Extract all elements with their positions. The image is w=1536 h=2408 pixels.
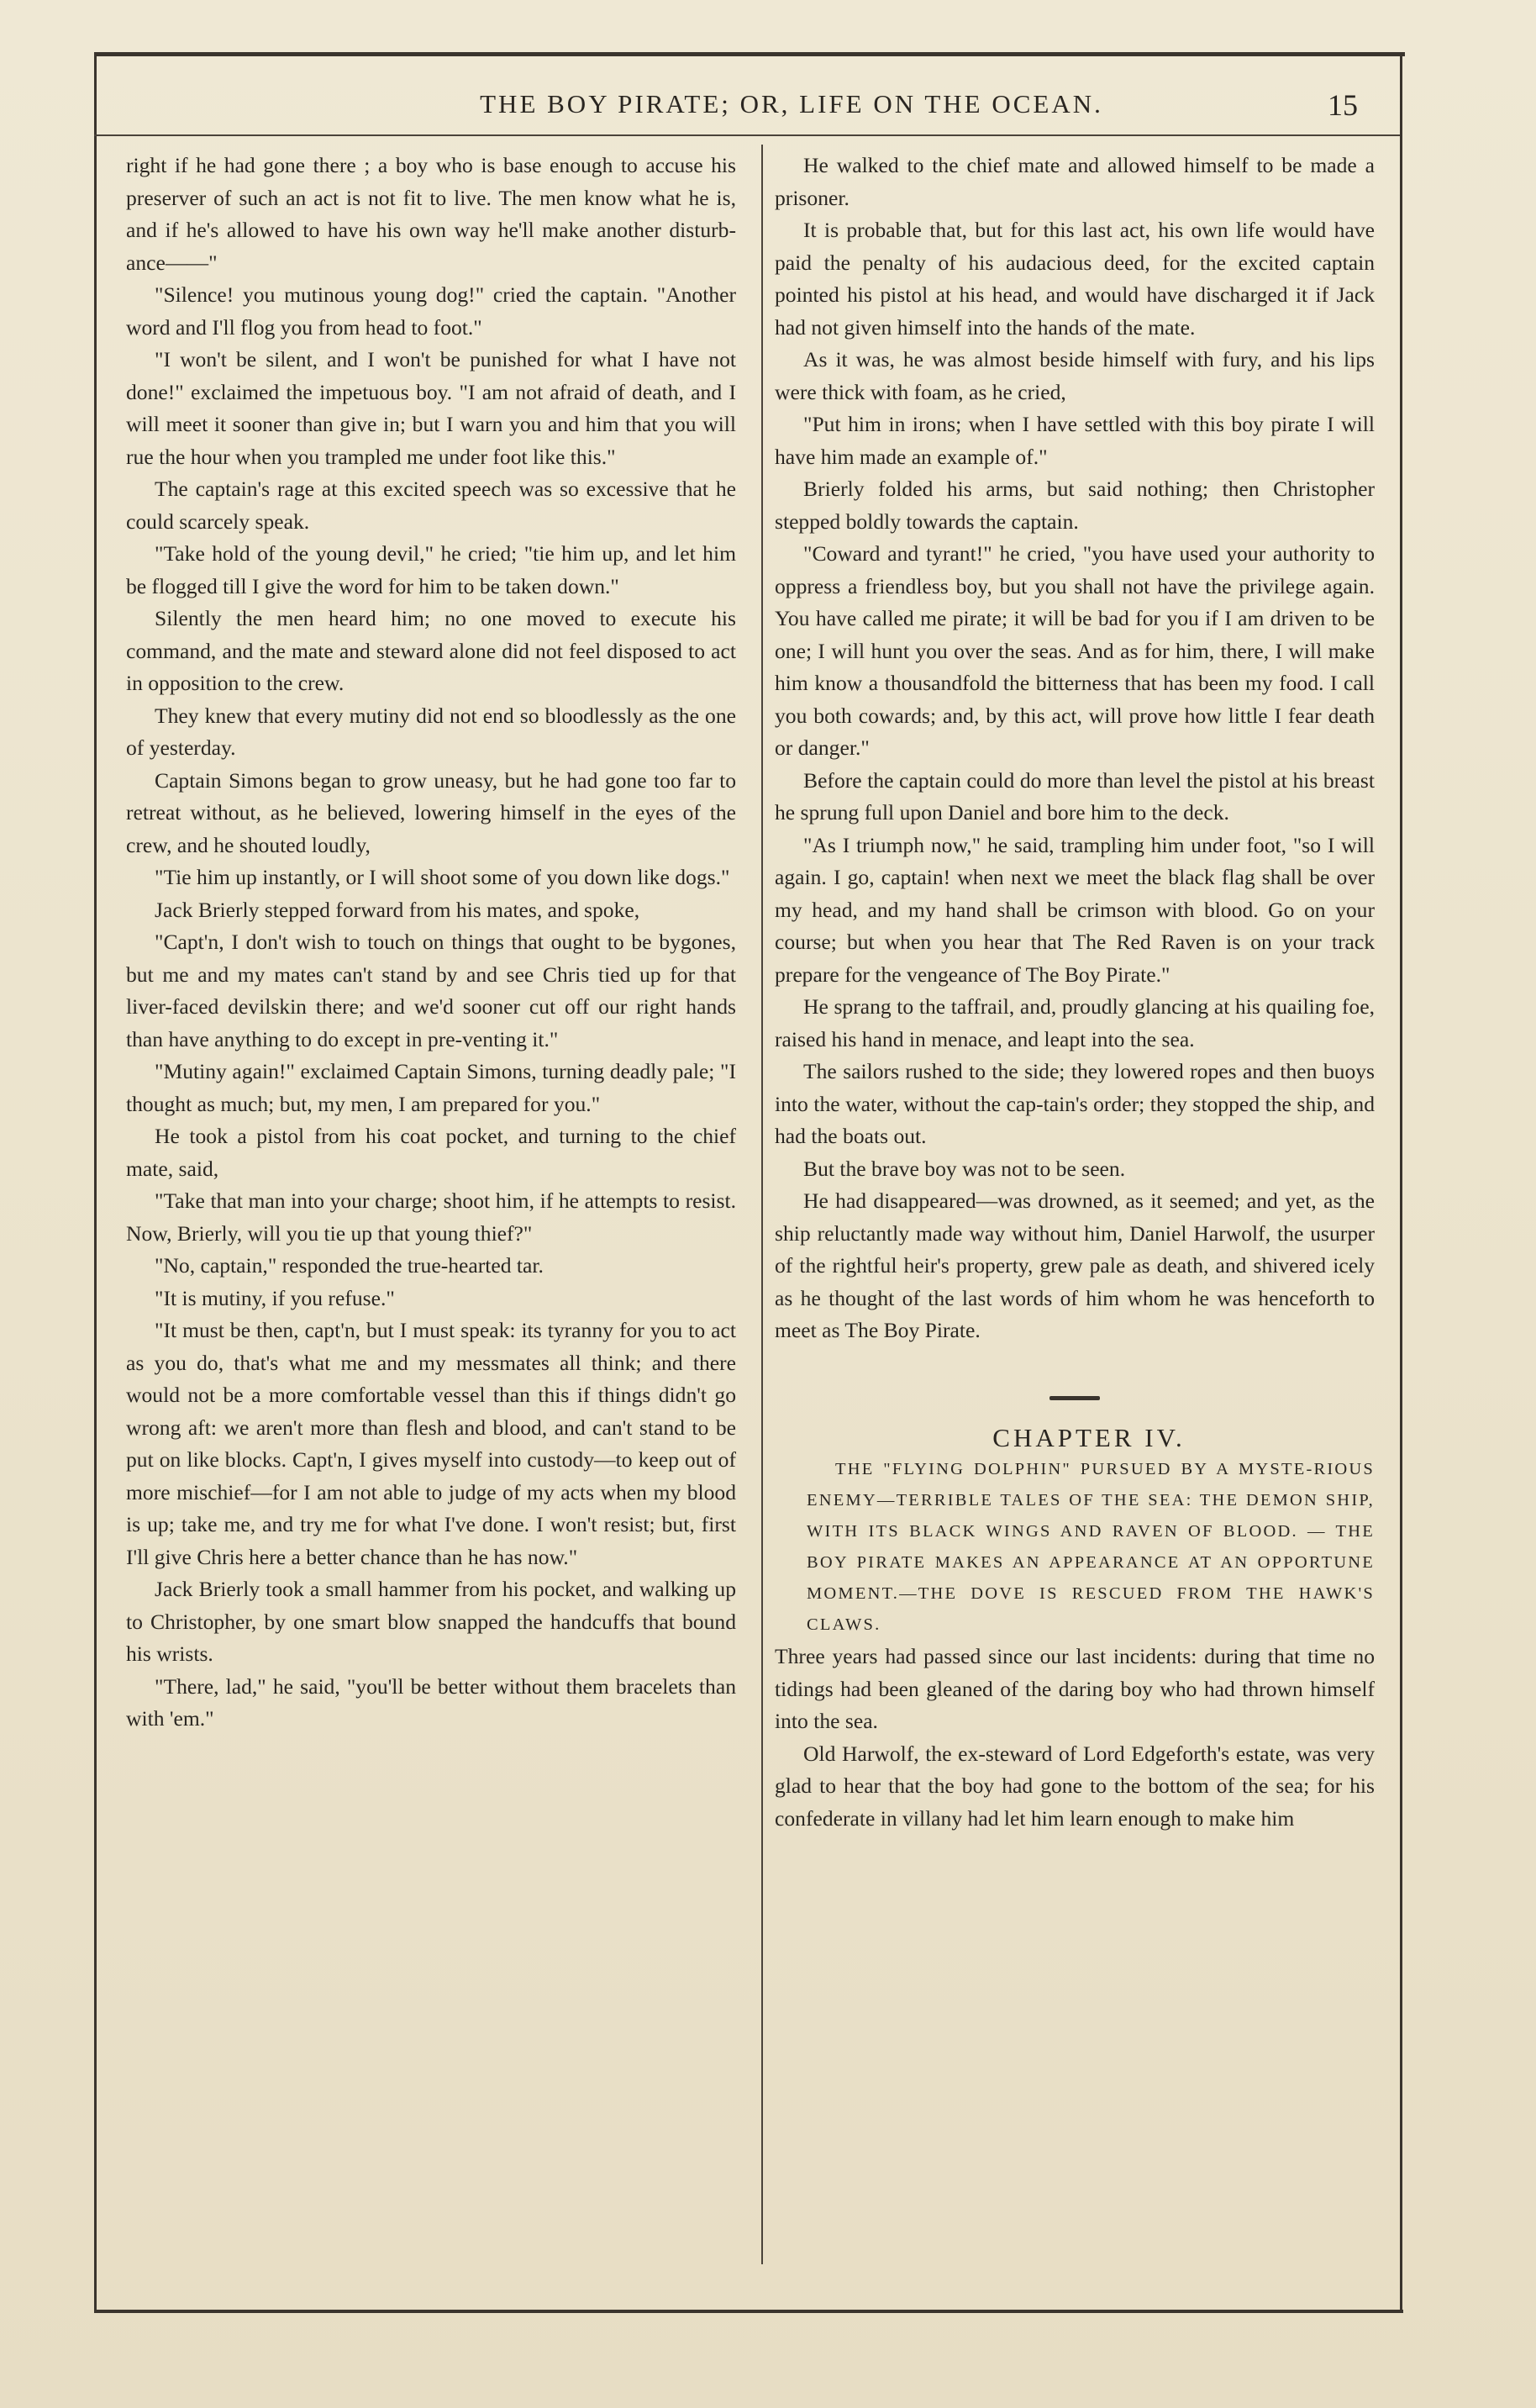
left-column [126,150,736,1736]
section-divider [1049,1396,1100,1400]
page-number: 15 [1328,88,1358,122]
paragraph: "Take hold of the young devil," he cried; "tie him up, and let him be flogged till I give the word for him to be taken down." [126,541,736,598]
paragraph: He had disappeared—was drowned, as it seemed; and yet, as the ship reluctantly made way without him, Daniel Harwolf, the usurper of the rightful heir's property, grew pale as death, and shivered icely as he thought of the last words of him whom he was henceforth to meet as The Boy Pirate. [775,1188,1375,1342]
page-frame-top-rule [94,52,1405,56]
column-divider [761,145,763,2264]
paragraph: "Take that man into your charge; shoot him, if he attempts to resist. Now, Brierly, will you tie up that young thief?" [126,1188,736,1246]
paragraph: Before the captain could do more than level the pistol at his breast he sprung full upon Daniel and bore him to the deck. [775,767,1375,825]
paragraph: Silently the men heard him; no one moved to execute his command, and the mate and steward alone did not feel disposed to act in opposition to the crew. [126,606,736,695]
page-frame-left-rule [94,52,97,2313]
paragraph: "No, captain," responded the true-hearted tar. [155,1253,544,1278]
paragraph: "Silence! you mutinous young dog!" cried the captain. "Another word and I'll flog you from head to foot." [126,282,736,340]
paragraph: "There, lad," he said, "you'll be better without them bracelets than with 'em." [126,1673,736,1731]
paragraph: "It is mutiny, if you refuse." [155,1285,395,1310]
paragraph: "As I triumph now," he said, trampling him under foot, "so I will again. I go, captain! when next we meet the black flag shall be over my head, and my hand shall be crimson with blood. Go on your course; but when you hear that The Red Raven is on your track prepare for the vengeance of The Boy Pirate." [775,832,1375,987]
paragraph: "I won't be silent, and I won't be punished for what I have not done!" exclaimed the impetuous boy. "I am not afraid of death, and I will meet it sooner than give in; but I warn you and him that you will rue the hour when you trampled me under foot like this." [126,347,736,469]
paragraph: The captain's rage at this excited speech was so excessive that he could scarcely speak. [126,477,736,534]
right-column [775,150,1375,1835]
page-frame-bottom-rule [94,2310,1403,2313]
paragraph: He walked to the chief mate and allowed himself to be made a prisoner. [775,153,1375,210]
paragraph: "It must be then, capt'n, but I must speak: its tyranny for you to act as you do, that's what me and my messmates all think; and there would not be a more comfortable vessel than this if things didn't go wrong aft: we aren't more than flesh and blood, and can't stand to be put on like blocks. Capt'n, I gives myself into custody—to keep out of more mischief—for I am not able to judge of my acts when my blood is up; take me, and try me for what I've done. I won't resist; but, first I'll give Chris here a better chance than he has now." [126,1318,736,1569]
paragraph: "Capt'n, I don't wish to touch on things that ought to be bygones, but me and my mates can't stand by and see Chris tied up for that liver-faced devilskin there; and we'd sooner cut off our right hands than have anything to do except in pre-venting it." [126,930,736,1051]
paragraph: He took a pistol from his coat pocket, and turning to the chief mate, said, [126,1124,736,1181]
page-frame-right-rule [1400,52,1402,2313]
paragraph: "Tie him up instantly, or I will shoot some of you down like dogs." [155,865,730,889]
paragraph: right if he had gone there ; a boy who is base enough to accuse his preserver of such an act is not fit to live. The men know what he is, and if he's allowed to have his own way he'll make another disturb-ance——" [126,153,736,275]
paragraph: "Put him in irons; when I have settled with this boy pirate I will have him made an example of." [775,412,1375,469]
paragraph: "Mutiny again!" exclaimed Captain Simons, turning deadly pale; "I thought as much; but, my men, I am prepared for you." [126,1059,736,1116]
paragraph: Brierly folded his arms, but said nothing; then Christopher stepped boldly towards the captain. [775,477,1375,534]
paragraph: It is probable that, but for this last act, his own life would have paid the penalty of his audacious deed, for the excited captain pointed his pistol at his head, and would have discharged it if Jack had not given himself into the hands of the mate. [775,218,1375,340]
running-title: THE BOY PIRATE; OR, LIFE ON THE OCEAN. [480,89,1103,119]
chapter-summary: THE "FLYING DOLPHIN" PURSUED BY A MYSTE-RIOUS ENEMY—TERRIBLE TALES OF THE SEA: THE DEMON SHIP, WITH ITS BLACK WINGS AND RAVEN OF BLOOD. — THE BOY PIRATE MAKES AN APPEARANCE AT AN OPPORTUNE MOMENT.—THE DOVE IS RESCUED FROM THE HAWK'S CLAWS. [807,1460,1375,1634]
paragraph: The sailors rushed to the side; they lowered ropes and then buoys into the water, without the cap-tain's order; they stopped the ship, and had the boats out. [775,1059,1375,1148]
paragraph: Old Harwolf, the ex-steward of Lord Edgeforth's estate, was very glad to hear that the boy had gone to the bottom of the sea; for his confederate in villany had let him learn enough to make him [775,1741,1375,1831]
paragraph: Jack Brierly took a small hammer from his pocket, and walking up to Christopher, by one smart blow snapped the handcuffs that bound his wrists. [126,1577,736,1666]
paragraph: He sprang to the taffrail, and, proudly glancing at his quailing foe, raised his hand in menace, and leapt into the sea. [775,994,1375,1051]
paragraph: But the brave boy was not to be seen. [803,1156,1126,1181]
paragraph: "Coward and tyrant!" he cried, "you have used your authority to oppress a friendless boy, but you shall not have the privilege again. You have called me pirate; it will be bad for you if I am driven to be one; I will hunt you over the seas. And as for him, there, I will make him know a thousandfold the bitterness that has been my food. I call you both cowards; and, by this act, will prove how little I fear death or danger." [775,541,1375,760]
running-header [94,84,1400,134]
paragraph: As it was, he was almost beside himself with fury, and his lips were thick with foam, as he cried, [775,347,1375,404]
paragraph: Jack Brierly stepped forward from his mates, and spoke, [155,897,640,922]
paragraph: Three years had passed since our last incidents: during that time no tidings had been gleaned of the daring boy who had thrown himself into the sea. [775,1644,1375,1733]
chapter-title: CHAPTER IV. [992,1422,1186,1452]
header-rule [94,134,1400,136]
paragraph: They knew that every mutiny did not end so bloodlessly as the one of yesterday. [126,703,736,760]
paragraph: Captain Simons began to grow uneasy, but he had gone too far to retreat without, as he believed, lowering himself in the eyes of the crew, and he shouted loudly, [126,767,736,857]
